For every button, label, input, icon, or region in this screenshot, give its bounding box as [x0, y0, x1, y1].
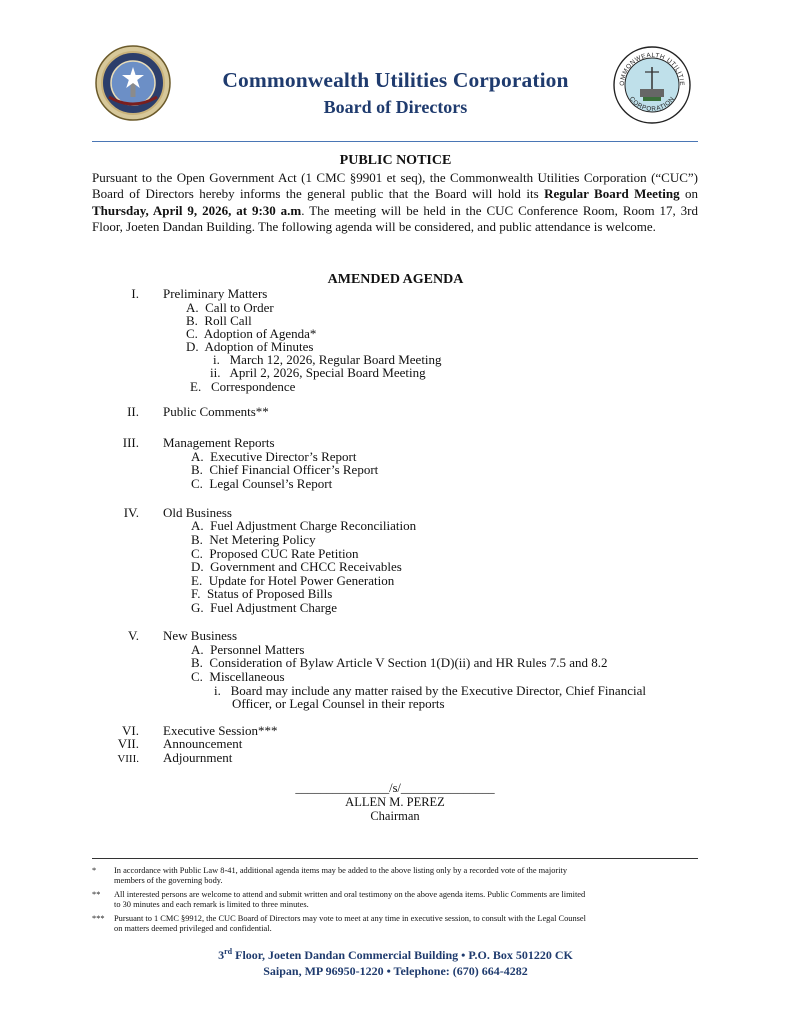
- notice-text-2: on: [679, 186, 699, 202]
- cuc-seal-icon: [612, 45, 692, 125]
- notice-bold-meeting: Regular Board Meeting: [544, 186, 680, 202]
- notice-bold-date: Thursday, April 9, 2026, at 9:30 a.m: [92, 202, 302, 218]
- agenda-item: C. Legal Counsel’s Report: [191, 476, 333, 491]
- section-number: I.: [131, 286, 139, 301]
- agenda-title: AMENDED AGENDA: [327, 272, 464, 287]
- agenda-section-2: II. Public Comments**: [127, 404, 269, 419]
- footnote-1: * In accordance with Public Law 8-41, additional agenda items may be added to the above listing only by a recorded vote of the majority members of the governing body.: [92, 866, 568, 886]
- agenda-item: A. Call to Order: [186, 300, 274, 315]
- agenda-section-1: [91, 287, 267, 301]
- notice-title: PUBLIC NOTICE: [339, 153, 452, 168]
- agenda-item: G. Fuel Adjustment Charge: [191, 600, 338, 615]
- board-subtitle: Board of Directors: [323, 97, 468, 117]
- agenda-subitem: ii. April 2, 2026, Special Board Meeting: [210, 365, 426, 380]
- organization-name: Commonwealth Utilities Corporation: [222, 68, 569, 92]
- agenda-item: D. Adoption of Minutes: [186, 339, 314, 354]
- agenda-section-5: V. New Business: [128, 628, 238, 643]
- signature-line: _______________/s/_______________: [295, 781, 495, 795]
- agenda-item: E. Update for Hotel Power Generation: [191, 573, 395, 588]
- notice-body: [92, 170, 698, 235]
- agenda-item: E. Correspondence: [190, 379, 296, 394]
- footnote-divider: [92, 858, 698, 859]
- agenda-item: A. Fuel Adjustment Charge Reconciliation: [191, 518, 417, 533]
- agenda-subitem: i. March 12, 2026, Regular Board Meeting: [213, 352, 442, 367]
- signer-name: ALLEN M. PEREZ: [345, 795, 445, 809]
- signer-title: Chairman: [370, 809, 420, 823]
- agenda-item: A. Personnel Matters: [191, 642, 305, 657]
- agenda-item: C. Adoption of Agenda*: [186, 326, 317, 341]
- agenda-section-4: IV. Old Business: [123, 505, 232, 520]
- seal-top-text: OMMONWEALTH UTILITIE: [618, 51, 686, 87]
- seal-bottom-text: CORPORATION: [627, 95, 677, 113]
- footnote-2: ** All interested persons are welcome to attend and submit written and oral testimony on the above agenda items. Public Comments are limited to 30 minutes and each remark is limited to three minutes.: [92, 890, 586, 910]
- agenda-item: D. Government and CHCC Receivables: [191, 559, 402, 574]
- agenda-section-6: VI. Executive Session***: [122, 723, 278, 738]
- agenda-section-8: VIII. Adjournment: [117, 750, 233, 765]
- agenda-item: C. Miscellaneous: [191, 669, 285, 684]
- agenda-item: B. Chief Financial Officer’s Report: [191, 462, 379, 477]
- agenda-subitem-continued: Officer, or Legal Counsel in their reports: [232, 696, 445, 711]
- agenda-item: B. Consideration of Bylaw Article V Section 1(D)(ii) and HR Rules 7.5 and 8.2: [191, 655, 608, 670]
- notice-text-3: . The meeting will be held in the CUC Conference Room, Room 17, 3rd Floor, Joeten Dandan Building. The following agenda will be considered, and public attendance is welcome.: [92, 202, 698, 234]
- agenda-item: B. Net Metering Policy: [191, 532, 316, 547]
- agenda-item: F. Status of Proposed Bills: [191, 586, 333, 601]
- notice-text-1: Pursuant to the Open Government Act (1 CMC §9901 et seq), the Commonwealth Utilities Corporation (“CUC”) Board of Directors hereby informs the general public that the Board will hold its: [92, 170, 698, 202]
- agenda-section-7: VII. Announcement: [117, 736, 243, 751]
- footer-contact: Saipan, MP 96950-1220 • Telephone: (670) 664-4282: [263, 964, 528, 978]
- agenda-item: A. Executive Director’s Report: [191, 449, 357, 464]
- agenda-item: B. Roll Call: [186, 313, 252, 328]
- footer-address: 3rd Floor, Joeten Dandan Commercial Building • P.O. Box 501220 CK: [218, 947, 573, 962]
- agenda-subitem: i. Board may include any matter raised by the Executive Director, Chief Financial: [214, 683, 646, 698]
- footnote-3: *** Pursuant to 1 CMC §9912, the CUC Board of Directors may vote to meet at any time in executive session, to consult with the Legal Counsel on matters deemed privileged and confidential.: [92, 914, 586, 934]
- agenda-section-3: III. Management Reports: [122, 435, 275, 450]
- section-label: Preliminary Matters: [163, 286, 268, 301]
- header-divider: [92, 141, 698, 142]
- agenda-item: C. Proposed CUC Rate Petition: [191, 546, 359, 561]
